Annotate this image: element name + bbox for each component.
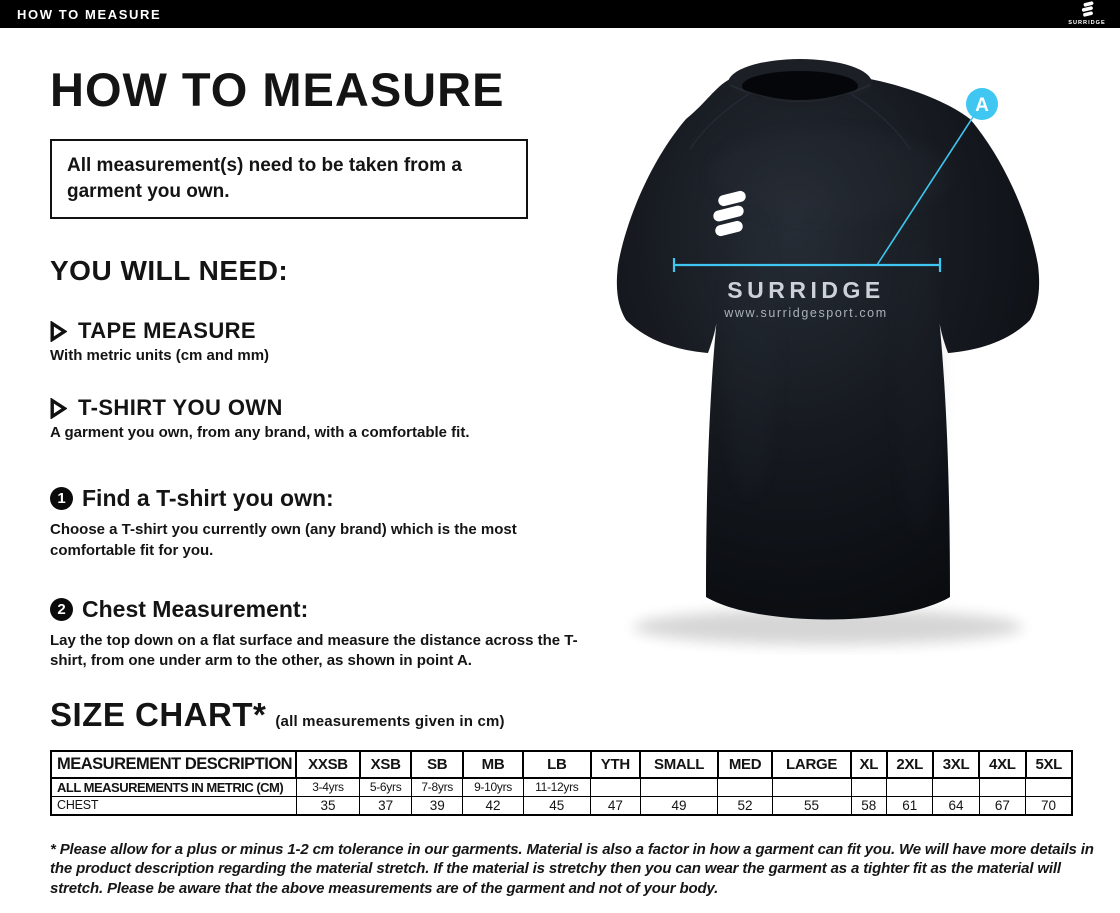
col-header-3xl: 3XL: [933, 751, 979, 778]
table-cell: 49: [640, 797, 718, 815]
table-cell: 70: [1026, 797, 1072, 815]
step-number-badge: 2: [50, 598, 73, 621]
page-title: HOW TO MEASURE: [50, 63, 505, 116]
table-cell: 64: [933, 797, 979, 815]
surridge-logo-icon: [1066, 1, 1108, 27]
table-cell: 39: [411, 797, 463, 815]
table-cell: 3-4yrs: [296, 778, 360, 797]
notice-box: [50, 139, 528, 219]
table-cell: [979, 778, 1025, 797]
col-header-xsb: XSB: [360, 751, 412, 778]
step-description: Choose a T-shirt you currently own (any brand) which is the most comfortable fit for you.: [50, 521, 517, 559]
table-cell: 67: [979, 797, 1025, 815]
top-bar: [0, 0, 1120, 28]
need-item-title: TAPE MEASURE: [78, 318, 256, 344]
table-cell: 37: [360, 797, 412, 815]
shirt-website-text: www.surridgesport.com: [724, 306, 888, 320]
col-header-5xl: 5XL: [1026, 751, 1072, 778]
table-cell: 58: [851, 797, 887, 815]
top-bar-title: HOW TO MEASURE: [17, 6, 162, 22]
step-title: Chest Measurement:: [82, 595, 309, 622]
col-header-4xl: 4XL: [979, 751, 1025, 778]
notice-text: All measurement(s) need to be taken from a garment you own.: [67, 155, 462, 203]
table-row: [51, 778, 1072, 797]
point-a-label: A: [975, 95, 989, 116]
col-header-2xl: 2XL: [887, 751, 933, 778]
table-cell: [933, 778, 979, 797]
size-chart-heading: [50, 696, 1076, 734]
surridge-logo-mark: [1066, 1, 1108, 27]
table-cell: [591, 778, 641, 797]
table-cell: [887, 778, 933, 797]
surridge-logo-text: SURRIDGE: [1068, 20, 1106, 26]
footnote-text: * Please allow for a plus or minus 1-2 cm tolerance in our garments. Material is also a factor in how a garment can fit you. We will have more details in the product description regarding the material stretch. If the material is stretchy then you can wear the garment as a tighter fit as the material will stretch. Please be aware that the above measurements are of the garment and not of your body.: [50, 840, 1094, 897]
col-header-small: SMALL: [640, 751, 718, 778]
table-cell: 45: [523, 797, 590, 815]
table-cell: 5-6yrs: [360, 778, 412, 797]
col-header-xxsb: XXSB: [296, 751, 360, 778]
table-cell: 9-10yrs: [463, 778, 523, 797]
table-cell: 35: [296, 797, 360, 815]
size-chart-subtitle: (all measurements given in cm): [275, 712, 505, 730]
table-cell: [718, 778, 772, 797]
table-cell: 42: [463, 797, 523, 815]
col-header-description: MEASUREMENT DESCRIPTION: [51, 751, 296, 778]
tshirt-measurement-figure: [600, 55, 1060, 655]
size-chart-table: [50, 750, 1073, 816]
table-cell: 55: [772, 797, 851, 815]
col-header-med: MED: [718, 751, 772, 778]
table-cell: [1026, 778, 1072, 797]
shirt-brand-text: SURRIDGE: [727, 277, 885, 303]
tshirt-image: [600, 55, 1060, 655]
need-item-description: A garment you own, from any brand, with a comfortable fit.: [50, 424, 470, 442]
table-cell: 7-8yrs: [411, 778, 463, 797]
col-header-large: LARGE: [772, 751, 851, 778]
need-item-description: With metric units (cm and mm): [50, 347, 270, 365]
table-cell: [851, 778, 887, 797]
col-header-yth: YTH: [591, 751, 641, 778]
col-header-mb: MB: [463, 751, 523, 778]
step-title: Find a T-shirt you own:: [82, 485, 334, 512]
col-header-sb: SB: [411, 751, 463, 778]
col-header-xl: XL: [851, 751, 887, 778]
step-description: Lay the top down on a flat surface and measure the distance across the T-shirt, from one under arm to the other, as shown in point A.: [50, 631, 578, 670]
need-item-title: T-SHIRT YOU OWN: [78, 395, 283, 421]
table-cell: 61: [887, 797, 933, 815]
table-cell: 52: [718, 797, 772, 815]
triangle-bullet-icon: [50, 321, 67, 342]
step-number-badge: 1: [50, 487, 73, 510]
table-cell: [772, 778, 851, 797]
table-cell: 11-12yrs: [523, 778, 590, 797]
table-cell: 47: [591, 797, 641, 815]
triangle-bullet-icon: [50, 398, 67, 419]
table-cell: [640, 778, 718, 797]
table-row: [51, 797, 1072, 815]
col-header-lb: LB: [523, 751, 590, 778]
you-will-need-heading: YOU WILL NEED:: [50, 255, 289, 287]
row-label: ALL MEASUREMENTS IN METRIC (CM): [51, 778, 296, 797]
row-label: CHEST: [51, 797, 296, 815]
size-chart-title: SIZE CHART*: [50, 695, 267, 733]
